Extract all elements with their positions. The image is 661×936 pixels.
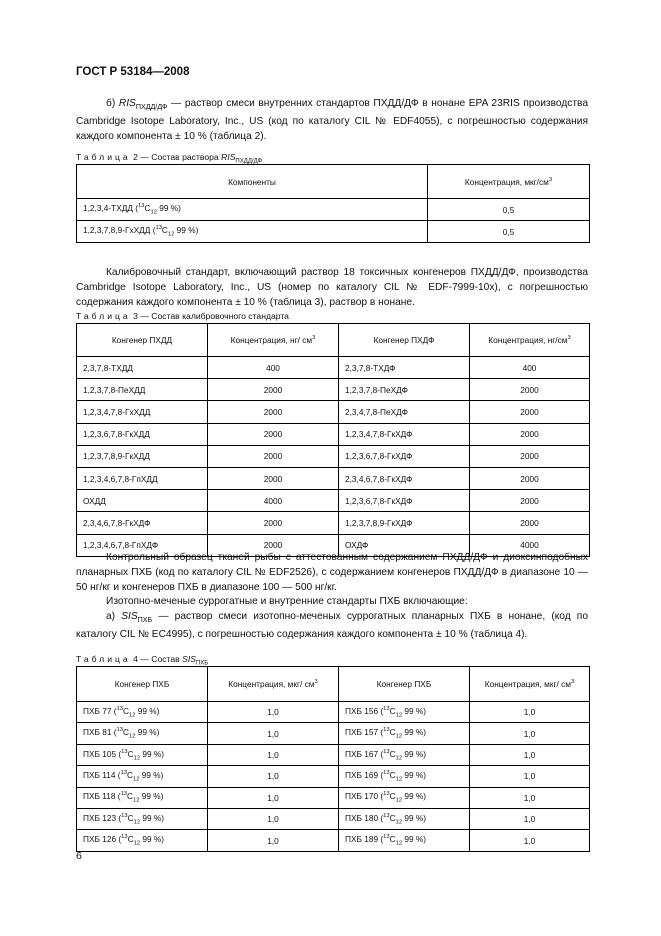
table-cell: 400	[470, 357, 590, 379]
table-cell: ПХБ 118 ($^{13}C_{12}$ 99 %)	[77, 787, 208, 808]
table4-caption: Таблица 4 — Состав $SIS_{ПХБ}$	[76, 654, 209, 667]
column-header: Конгенер ПХДФ	[339, 324, 470, 357]
column-header: Концентрация, нг/ $см^3$	[208, 324, 339, 357]
table-cell: 1,0	[470, 723, 590, 744]
table-cell: 1,0	[470, 702, 590, 723]
table-header-row	[77, 165, 590, 199]
table-cell: 2000	[470, 379, 590, 401]
table-row	[77, 445, 590, 467]
table-cell: ПХБ 114 ($^{13}C_{12}$ 99 %)	[77, 766, 208, 787]
table-cell: 0,5	[428, 199, 590, 221]
table-cell: 1,2,3,4,7,8-ГхХДД	[77, 401, 208, 423]
table-row	[77, 401, 590, 423]
ris-symbol: RIS	[118, 98, 136, 109]
sis-subscript: ПХБ	[137, 616, 153, 625]
column-header: Концентрация, мкг/ $см^3$	[470, 667, 590, 702]
table-header-row	[77, 324, 590, 357]
table-cell: 1,0	[208, 787, 339, 808]
table-cell: 1,0	[470, 830, 590, 851]
table-cell: 2,3,7,8-ТХДД	[77, 357, 208, 379]
table-cell: 2,3,4,6,7,8-ГкХДФ	[77, 512, 208, 534]
table-cell: 1,0	[208, 702, 339, 723]
paragraph-sis: а) $SIS_{ПХБ}$ — раствор смеси изотопно-меченых суррогатных планарных ПХБ в нонане, (код по каталогу CIL № EC4995), с погрешностью содержания каждого компонента ± 10 % (таблица 4).	[76, 611, 588, 640]
table-cell: 2000	[470, 467, 590, 489]
table-cell: 2000	[470, 423, 590, 445]
table-cell: 1,2,3,6,7,8-ГкХДФ	[339, 445, 470, 467]
table-row	[77, 766, 590, 787]
paragraph-isotope-standards: Изотопно-меченые суррогатные и внутренние стандарты ПХБ включающие:	[106, 596, 468, 607]
table-cell: 1,0	[208, 744, 339, 765]
table-cell: ПХБ 123 ($^{13}C_{12}$ 99 %)	[77, 808, 208, 829]
table-cell: 2000	[208, 467, 339, 489]
column-header: Компоненты	[77, 165, 428, 199]
sis-symbol: SIS	[121, 611, 138, 622]
table-cell: ПХБ 81 ($^{13}C_{12}$ 99 %)	[77, 723, 208, 744]
table-cell: 1,0	[470, 766, 590, 787]
table-cell: ПХБ 167 ($^{13}C_{12}$ 99 %)	[339, 744, 470, 765]
table-cell: ПХБ 126 ($^{13}C_{12}$ 99 %)	[77, 830, 208, 851]
table-cell: 2000	[208, 401, 339, 423]
table-row	[77, 199, 590, 221]
table-cell: ПХБ 77 ($^{13}C_{12}$ 99 %)	[77, 702, 208, 723]
document-header: ГОСТ Р 53184—2008	[76, 66, 190, 78]
table-cell: 1,2,3,4,6,7,8-ГпХДД	[77, 467, 208, 489]
table-cell: 2000	[208, 423, 339, 445]
table-cell: 1,2,3,6,7,8-ГкХДД	[77, 423, 208, 445]
table-cell: 2000	[208, 445, 339, 467]
table-cell: 4000	[208, 490, 339, 512]
table-cell: ПХБ 156 ($^{13}C_{12}$ 99 %)	[339, 702, 470, 723]
table-cell: ОХДФ	[339, 534, 470, 556]
table-cell: ПХБ 157 ($^{13}C_{12}$ 99 %)	[339, 723, 470, 744]
table-cell: 2000	[470, 401, 590, 423]
table-cell: 2000	[470, 490, 590, 512]
column-header: Концентрация, $нг/см^3$	[470, 324, 590, 357]
column-header: Конгенер ПХБ	[339, 667, 470, 702]
table-cell: 4000	[470, 534, 590, 556]
table-row	[77, 379, 590, 401]
table-row	[77, 702, 590, 723]
table-cell: 1,2,3,4-ТХДД ($^{13}C_{12}$ 99 %)	[77, 199, 428, 221]
table-cell: ПХБ 105 ($^{13}C_{12}$ 99 %)	[77, 744, 208, 765]
table-cell: 1,0	[470, 744, 590, 765]
column-header: Конгенер ПХБ	[77, 667, 208, 702]
table-row	[77, 490, 590, 512]
table-cell: 1,2,3,7,8,9-ГкХДФ	[339, 512, 470, 534]
table-cell: 1,2,3,6,7,8-ГкХДФ	[339, 490, 470, 512]
table-cell: 2000	[208, 534, 339, 556]
table-cell: 1,2,3,7,8,9-ГхХДД ($^{13}C_{12}$ 99 %)	[77, 221, 428, 243]
table-row	[77, 357, 590, 379]
table3-caption: Таблица 3 — Состав калибровочного стандарта	[76, 311, 289, 321]
table-cell: ОХДД	[77, 490, 208, 512]
table-cell: ПХБ 170 ($^{13}C_{12}$ 99 %)	[339, 787, 470, 808]
table-cell: 2,3,7,8-ТХДФ	[339, 357, 470, 379]
paragraph-text: — раствор смеси внутренних стандартов ПХДД/ДФ в нонане EPA 23RIS производства Cambridge Isotope Laboratory, Inc., US (код по каталогу CIL № EDF4055), с погрешностью содержания каждого компонента ± 10 % (таблица 2).	[76, 98, 588, 142]
table-cell: 1,0	[208, 766, 339, 787]
table-cell: ПХБ 180 ($^{13}C_{12}$ 99 %)	[339, 808, 470, 829]
table-cell: 1,2,3,7,8-ПеХДД	[77, 379, 208, 401]
paragraph-control-sample: Контрольный образец тканей рыбы с аттестованным содержанием ПХДД/ДФ и диоксинподобных планарных ПХБ (код по каталогу CIL № EDF2526), с содержанием конгенеров ПХДД/ДФ в диапазоне 10 — 50 нг/кг и конгенеров ПХБ в диапазоне 100 — 500 нг/кг.	[76, 552, 588, 593]
table-cell: 1,0	[208, 808, 339, 829]
table-row	[77, 723, 590, 744]
table-cell: 1,2,3,4,7,8-ГкХДФ	[339, 423, 470, 445]
table-row	[77, 221, 590, 243]
table-cell: 2,3,4,6,7,8-ГкХДФ	[339, 467, 470, 489]
table-cell: 2000	[470, 512, 590, 534]
paragraph-ris	[76, 97, 588, 144]
page-number: 6	[76, 850, 82, 862]
table-cell: 1,0	[208, 830, 339, 851]
table-cell: 1,0	[470, 808, 590, 829]
table-cell: 2000	[208, 379, 339, 401]
table-cell: 1,2,3,7,8-ПеХДФ	[339, 379, 470, 401]
table-row	[77, 467, 590, 489]
item-label: б)	[106, 98, 116, 109]
table-row	[77, 423, 590, 445]
table-cell: 2,3,4,7,8-ПеХДФ	[339, 401, 470, 423]
column-header: Концентрация, мкг/ $см^3$	[208, 667, 339, 702]
table-row	[77, 808, 590, 829]
column-header: Конгенер ПХДД	[77, 324, 208, 357]
table-cell: 1,2,3,7,8,9-ГкХДД	[77, 445, 208, 467]
ris-subscript: ПХДД/ДФ	[135, 103, 168, 112]
table4-body	[77, 702, 590, 852]
table2	[76, 164, 590, 243]
table-row	[77, 512, 590, 534]
table-cell: ПХБ 189 ($^{13}C_{12}$ 99 %)	[339, 830, 470, 851]
table-cell: 2000	[470, 445, 590, 467]
table3	[76, 323, 590, 557]
table-cell: 400	[208, 357, 339, 379]
table3-body	[77, 357, 590, 557]
table-cell: 1,0	[208, 723, 339, 744]
table4	[76, 666, 590, 852]
table-header-row	[77, 667, 590, 702]
table-cell: 0,5	[428, 221, 590, 243]
table-cell: ПХБ 169 ($^{13}C_{12}$ 99 %)	[339, 766, 470, 787]
table-row	[77, 830, 590, 851]
table-cell: 2000	[208, 512, 339, 534]
table2-caption: Таблица 2 — Состав раствора $RIS_{ПХДД/ДФ}$	[76, 152, 263, 165]
table-row	[77, 787, 590, 808]
table-row	[77, 744, 590, 765]
table-cell: 1,2,3,4,6,7,8-ГпХДФ	[77, 534, 208, 556]
item-label: а)	[106, 611, 116, 622]
table-cell: 1,0	[470, 787, 590, 808]
paragraph-calibration: Калибровочный стандарт, включающий раствор 18 токсичных конгенеров ПХДД/ДФ, производства Cambridge Isotope Laboratory, Inc., US (номер по каталогу CIL № EDF-7999-10x), с погрешностью содержания каждого компонента ± 10 % (таблица 3), раствор в нонане.	[76, 267, 588, 308]
column-header: Концентрация, мкг/$см^3$	[428, 165, 590, 199]
